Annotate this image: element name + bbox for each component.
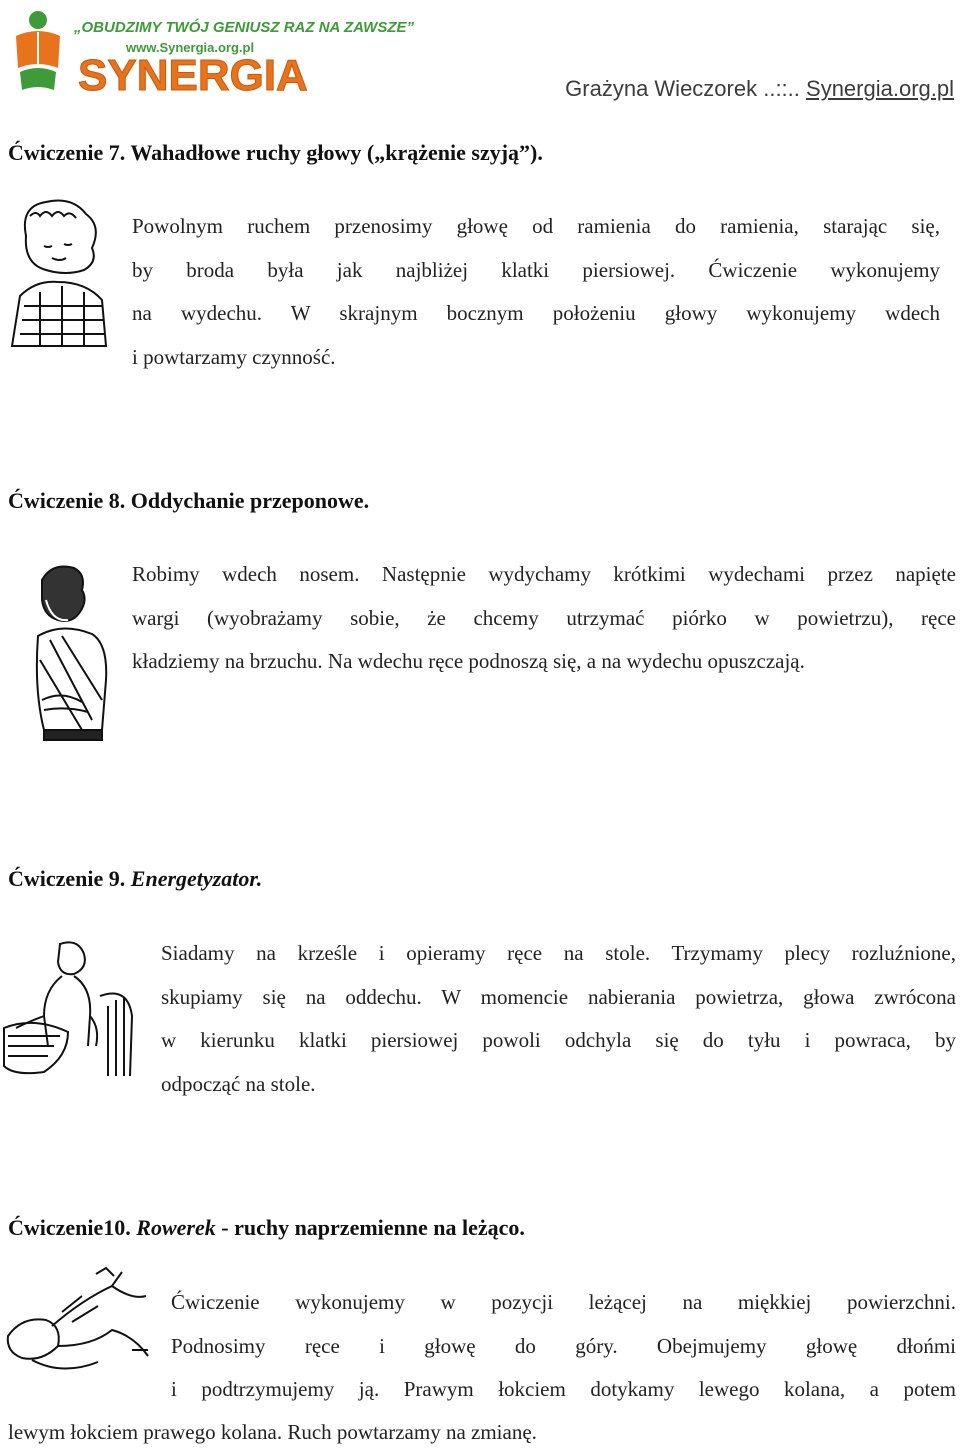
exercise-10-text xyxy=(171,1281,956,1412)
reading-person-icon xyxy=(16,11,60,90)
logo-url: www.Synergia.org.pl xyxy=(126,40,255,55)
author-line xyxy=(565,76,954,102)
paragraph-line: Ćwiczenie wykonujemy w pozycji leżącej na miękkiej powierzchni. xyxy=(171,1290,956,1314)
exercise-7-title: Ćwiczenie 7. Wahadłowe ruchy głowy („krążenie szyją”). xyxy=(8,140,543,165)
paragraph-line: lewym łokciem prawego kolana. Ruch powtarzamy na zmianę. xyxy=(8,1420,537,1444)
paragraph-line: Robimy wdech nosem. Następnie wydychamy krótkimi wydechami przez napięte xyxy=(132,562,956,586)
logo-tagline: „OBUDZIMY TWÓJ GENIUSZ RAZ NA ZAWSZE” xyxy=(74,19,414,36)
exercise-9-title xyxy=(8,866,262,892)
paragraph-line: Siadamy na krześle i opieramy ręce na stole. Trzymamy plecy rozluźnione, xyxy=(161,941,956,965)
exercise-10-title xyxy=(8,1215,525,1241)
seated-person-at-table-illustration xyxy=(4,936,136,1078)
paragraph-line: i powtarzamy czynność. xyxy=(132,344,336,369)
exercise-10-text-last xyxy=(8,1411,956,1455)
paragraph-line: kładziemy na brzuchu. Na wdechu ręce podnoszą się, a na wydechu opuszczają. xyxy=(132,649,805,673)
exercise-7-text xyxy=(132,205,940,379)
exercise-10-title-suffix: - ruchy naprzemienne na leżąco. xyxy=(215,1215,525,1240)
paragraph-line: na wydechu. W skrajnym bocznym położeniu głowy wykonujemy wdech xyxy=(132,301,940,325)
exercise-8-title: Ćwiczenie 8. Oddychanie przeponowe. xyxy=(8,488,370,513)
site-link[interactable]: Synergia.org.pl xyxy=(806,76,954,101)
exercise-8-text xyxy=(132,553,956,684)
paragraph-line: skupiamy się na oddechu. W momencie nabierania powietrza, głowa zwrócona xyxy=(161,984,956,1009)
exercise-10-title-italic: Rowerek xyxy=(136,1215,216,1240)
curly-hair-person-illustration xyxy=(6,196,114,356)
paragraph-line: wargi (wyobrażamy sobie, że chcemy utrzymać piórko w powietrzu), ręce xyxy=(132,605,956,630)
paragraph-line: w kierunku klatki piersiowej powoli odchyla się do tyłu i powraca, by xyxy=(161,1028,956,1052)
paragraph-line: by broda była jak najbliżej klatki piersiowej. Ćwiczenie wykonujemy xyxy=(132,257,940,282)
author-separator: ..::.. xyxy=(757,76,807,101)
paragraph-line: Powolnym ruchem przenosimy głowę od ramienia do ramienia, starając się, xyxy=(132,214,940,238)
paragraph-line: Podnosimy ręce i głowę do góry. Obejmujemy głowę dłońmi xyxy=(171,1333,956,1358)
paragraph-line: i podtrzymujemy ją. Prawym łokciem dotykamy lewego kolana, a potem xyxy=(171,1377,956,1401)
paragraph-line: odpocząć na stole. xyxy=(161,1071,316,1096)
standing-boy-illustration xyxy=(22,560,118,760)
bicycle-crunch-illustration xyxy=(2,1266,152,1382)
synergia-logo xyxy=(8,6,414,100)
logo-brand: SYNERGIA xyxy=(78,51,308,100)
exercise-9-title-italic: Energetyzator. xyxy=(130,866,263,891)
author-name: Grażyna Wieczorek xyxy=(565,76,758,101)
exercise-9-title-prefix: Ćwiczenie 9. xyxy=(8,866,131,891)
exercise-9-text xyxy=(161,932,956,1106)
exercise-10-title-prefix: Ćwiczenie10. xyxy=(8,1215,137,1240)
